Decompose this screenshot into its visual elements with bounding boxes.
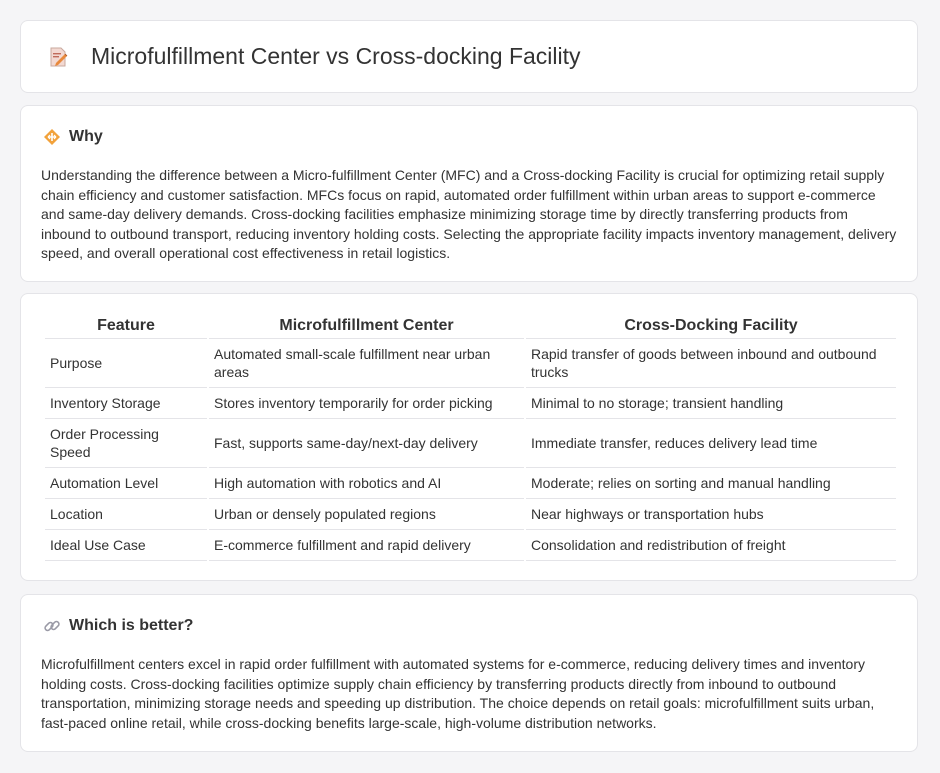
better-heading: Which is better?: [69, 617, 194, 634]
cell-microfulfillment: Fast, supports same-day/next-day delivery: [209, 419, 524, 468]
cell-microfulfillment: E-commerce fulfillment and rapid delivery: [209, 530, 524, 561]
page-title: Microfulfillment Center vs Cross-docking Facility: [91, 43, 581, 69]
title-card: [20, 20, 918, 93]
diamond-arrows-icon: [43, 128, 61, 146]
header-microfulfillment: Microfulfillment Center: [209, 314, 524, 339]
table-header-row: [45, 314, 896, 339]
table-row: [45, 339, 896, 388]
cell-feature: Order Processing Speed: [45, 419, 207, 468]
comparison-table-card: [20, 293, 918, 581]
table-row: [45, 530, 896, 561]
cell-microfulfillment: High automation with robotics and AI: [209, 468, 524, 499]
why-heading: Why: [69, 128, 103, 145]
table-row: [45, 419, 896, 468]
link-icon: [43, 617, 61, 635]
cell-cross-docking: Moderate; relies on sorting and manual handling: [526, 468, 896, 499]
cell-cross-docking: Immediate transfer, reduces delivery lead time: [526, 419, 896, 468]
cell-feature: Location: [45, 499, 207, 530]
cell-feature: Ideal Use Case: [45, 530, 207, 561]
why-text: Understanding the difference between a Micro-fulfillment Center (MFC) and a Cross-docking Facility is crucial for optimizing retail supply chain efficiency and customer satisfaction. MFCs focus on rapid, automated order fulfillment within urban areas to support e-commerce and same-day delivery demands. Cross-docking facilities emphasize minimizing storage time by directly transferring products from inbound to outbound transport, reducing inventory holding costs. Selecting the appropriate facility impacts inventory management, delivery speed, and overall operational cost effectiveness in retail logistics.: [41, 167, 897, 262]
cell-cross-docking: Rapid transfer of goods between inbound and outbound trucks: [526, 339, 896, 388]
cell-cross-docking: Minimal to no storage; transient handling: [526, 388, 896, 419]
cell-feature: Automation Level: [45, 468, 207, 499]
cell-microfulfillment: Automated small-scale fulfillment near urban areas: [209, 339, 524, 388]
header-cross-docking: Cross-Docking Facility: [526, 314, 896, 339]
table-row: [45, 468, 896, 499]
why-section: [20, 105, 918, 282]
table-row: [45, 388, 896, 419]
cell-feature: Purpose: [45, 339, 207, 388]
table-row: [45, 499, 896, 530]
cell-feature: Inventory Storage: [45, 388, 207, 419]
header-feature: Feature: [45, 314, 207, 339]
cell-cross-docking: Near highways or transportation hubs: [526, 499, 896, 530]
which-is-better-section: [20, 594, 918, 752]
cell-cross-docking: Consolidation and redistribution of freight: [526, 530, 896, 561]
cell-microfulfillment: Urban or densely populated regions: [209, 499, 524, 530]
cell-microfulfillment: Stores inventory temporarily for order picking: [209, 388, 524, 419]
comparison-table: [43, 314, 898, 561]
better-text: Microfulfillment centers excel in rapid order fulfillment with automated systems for e-commerce, reducing delivery times and inventory holding costs. Cross-docking facilities optimize supply chain efficiency by transferring products directly from inbound to outbound transportation, minimizing storage needs and speeding up distribution. The choice depends on retail goals: microfulfillment suits urban, fast-paced online retail, while cross-docking benefits large-scale, high-volume distribution networks.: [41, 656, 875, 731]
document-edit-icon: [47, 46, 69, 68]
